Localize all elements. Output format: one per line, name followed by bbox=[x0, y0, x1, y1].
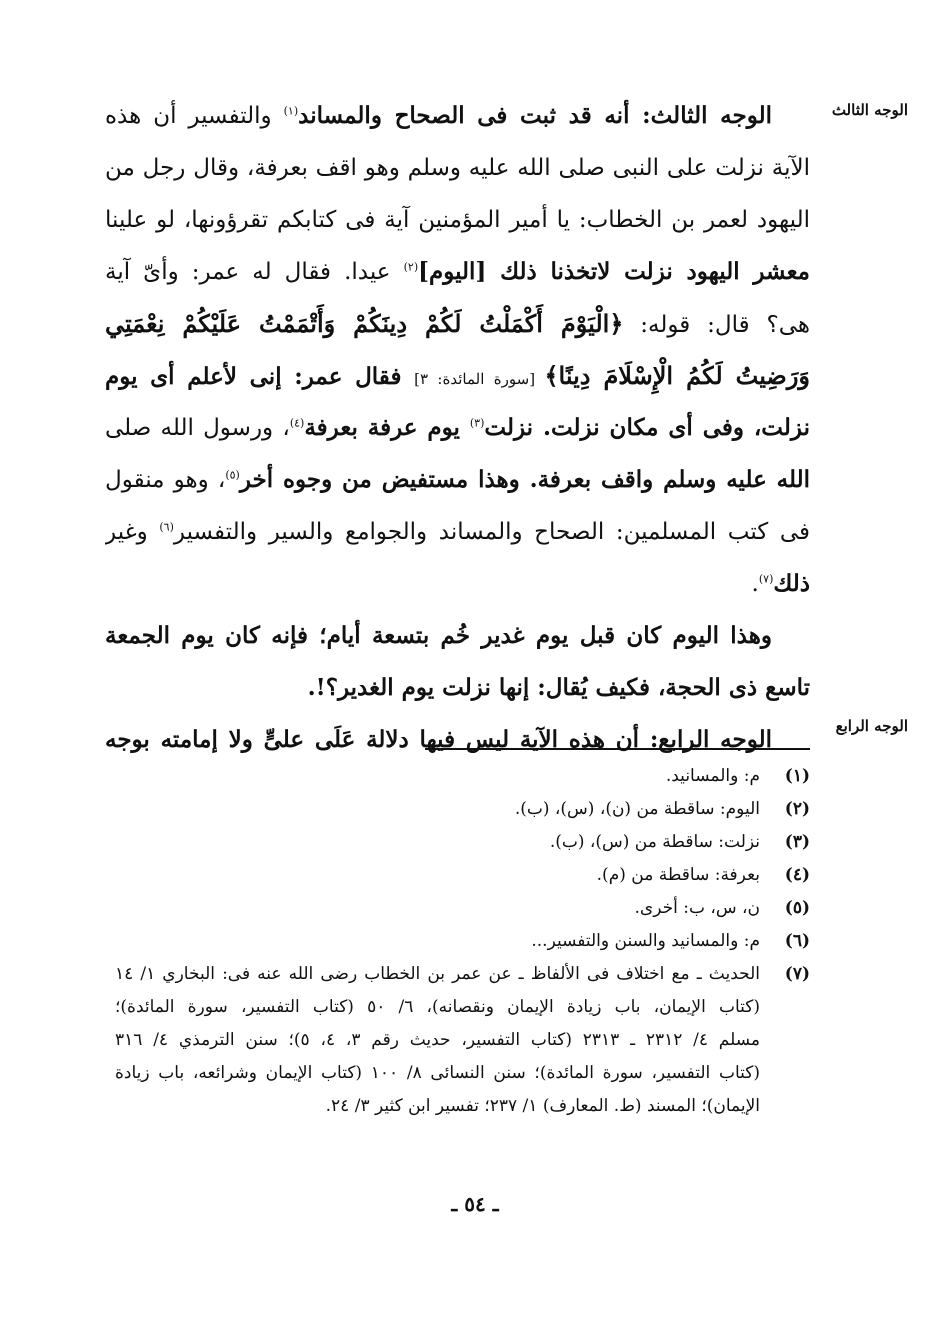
text-segment: أن هذه الآية ليس فيها دلالة عَلَى علىٍّ ولا إمامته بوجه bbox=[105, 726, 650, 753]
text-line-8 bbox=[105, 454, 810, 506]
footnotes bbox=[115, 760, 810, 1123]
margin-note-fourth: الوجه الرابع bbox=[835, 717, 908, 735]
text-segment: ذلك bbox=[773, 570, 810, 597]
footnote-line: (كتاب الإيمان، باب زيادة الإيمان ونقصانه)، ٦/ ٥٠ (كتاب التفسير، سورة المائدة)؛ bbox=[115, 997, 760, 1017]
text-segment: فى كتب المسلمين: الصحاح والمساند والجوامع والسير والتفسير bbox=[173, 519, 810, 545]
text-line-5 bbox=[105, 298, 810, 350]
footnote-number: (٤) bbox=[784, 865, 810, 885]
footnote-number: (٥) bbox=[784, 898, 810, 918]
text-segment: فقال عمر: إنى لأعلم أى يوم bbox=[105, 363, 415, 390]
footnote-2 bbox=[115, 793, 810, 826]
text-segment: أنه قد ثبت فى الصحاح والمساند bbox=[298, 102, 643, 129]
text-line-11: وهذا اليوم كان قبل يوم غدير خُم بتسعة أيام؛ فإنه كان يوم الجمعة bbox=[105, 622, 772, 649]
text-segment: الله عليه وسلم واقف بعرفة. وهذا مستفيض من وجوه أخر bbox=[239, 466, 810, 493]
text-segment: والتفسير أن هذه bbox=[105, 103, 284, 129]
page-number: ـ ٥٤ ـ bbox=[451, 1192, 499, 1216]
footnote-text: نزلت: ساقطة من (س)، (ب). bbox=[549, 832, 760, 852]
text-line-13 bbox=[105, 714, 810, 766]
text-line-1 bbox=[105, 90, 810, 142]
footnote-6 bbox=[115, 925, 810, 958]
footnote-7 bbox=[115, 958, 810, 1123]
footnote-text: بعرفة: ساقطة من (م). bbox=[596, 865, 760, 885]
footnote-ref: (٥) bbox=[225, 468, 240, 482]
footnote-number: (٢) bbox=[784, 799, 810, 819]
text-line-9 bbox=[105, 506, 810, 558]
footnote-ref: (٦) bbox=[159, 520, 174, 534]
footnote-divider bbox=[425, 748, 810, 750]
text-segment: يوم عرفة بعرفة bbox=[304, 414, 470, 441]
footnote-ref: (٣) bbox=[469, 416, 485, 430]
text-segment: . bbox=[751, 571, 759, 597]
footnote-text: م: والمسانيد. bbox=[665, 766, 760, 786]
footnote-ref: (٤) bbox=[289, 416, 305, 430]
margin-note-third: الوجه الثالث bbox=[831, 101, 908, 119]
quran-verse: ﴿الْيَوْمَ أَكْمَلْتُ لَكُمْ دِينَكُمْ وَأَتْمَمْتُ عَلَيْكُمْ نِعْمَتِي bbox=[105, 309, 624, 338]
footnote-line: (كتاب التفسير، سورة المائدة)؛ سنن النسائى ٨/ ١٠٠ (كتاب الإيمان وشرائعه، باب زيادة bbox=[115, 1063, 760, 1083]
footnote-line: مسلم ٤/ ٢٣١٢ ـ ٢٣١٣ (كتاب التفسير، حديث رقم ٣، ٤، ٥)؛ سنن الترمذي ٤/ ٣١٦ bbox=[115, 1030, 760, 1050]
footnote-ref: (١) bbox=[283, 104, 299, 118]
section-heading-third: الوجه الثالث: bbox=[642, 102, 773, 129]
footnote-line: الإيمان)؛ المسند (ط. المعارف) ١/ ٢٣٧؛ تفسير ابن كثير ٣/ ٢٤. bbox=[325, 1096, 760, 1116]
text-segment: ، وهو منقول bbox=[105, 467, 226, 493]
text-segment: وغير bbox=[105, 519, 160, 545]
footnote-ref: (٢) bbox=[403, 260, 419, 274]
text-line-6 bbox=[105, 350, 810, 402]
footnote-number: (٦) bbox=[784, 931, 810, 951]
footnote-4 bbox=[115, 859, 810, 892]
main-text bbox=[105, 90, 810, 766]
footnote-number: (٧) bbox=[784, 964, 810, 984]
text-line-12: تاسع ذى الحجة، فكيف يُقال: إنها نزلت يوم الغدير؟!. bbox=[307, 674, 810, 701]
text-segment: هى؟ قال: قوله: bbox=[623, 312, 810, 338]
verse-reference: [سورة المائدة: ٣] bbox=[414, 370, 545, 388]
text-line-10 bbox=[105, 558, 810, 610]
footnote-line: الحديث ـ مع اختلاف فى الألفاظ ـ عن عمر بن الخطاب رضى الله عنه فى: البخاري ١/ ١٤ bbox=[115, 964, 760, 984]
text-segment: معشر اليهود نزلت لاتخذنا ذلك [اليوم] bbox=[418, 258, 810, 285]
text-line-4 bbox=[105, 246, 810, 298]
footnote-number: (١) bbox=[784, 766, 810, 786]
quran-verse: وَرَضِيتُ لَكُمُ الْإِسْلَامَ دِينًا﴾ bbox=[544, 361, 810, 390]
text-segment: نزلت، وفى أى مكان نزلت. نزلت bbox=[484, 414, 810, 441]
text-line-2: الآية نزلت على النبى صلى الله عليه وسلم وهو اقف بعرفة، وقال رجل من bbox=[105, 155, 810, 181]
footnote-5 bbox=[115, 892, 810, 925]
footnote-1 bbox=[115, 760, 810, 793]
footnote-number: (٣) bbox=[784, 832, 810, 852]
text-line-3: اليهود لعمر بن الخطاب: يا أمير المؤمنين آية فى كتابكم تقرؤونها، لو علينا bbox=[105, 207, 810, 233]
footnote-ref: (٧) bbox=[758, 572, 774, 586]
footnote-text bbox=[115, 958, 760, 1123]
footnote-text: م: والمسانيد والسنن والتفسير... bbox=[531, 931, 760, 951]
text-segment: عيدا. فقال له عمر: وأىّ آية bbox=[105, 259, 404, 285]
section-heading-fourth: الوجه الرابع: bbox=[649, 726, 772, 753]
text-line-7 bbox=[105, 402, 810, 454]
footnote-text: اليوم: ساقطة من (ن)، (س)، (ب). bbox=[514, 799, 760, 819]
footnote-text: ن، س، ب: أخرى. bbox=[634, 898, 760, 918]
footnote-3 bbox=[115, 826, 810, 859]
text-segment: ، ورسول الله صلى bbox=[105, 415, 290, 441]
